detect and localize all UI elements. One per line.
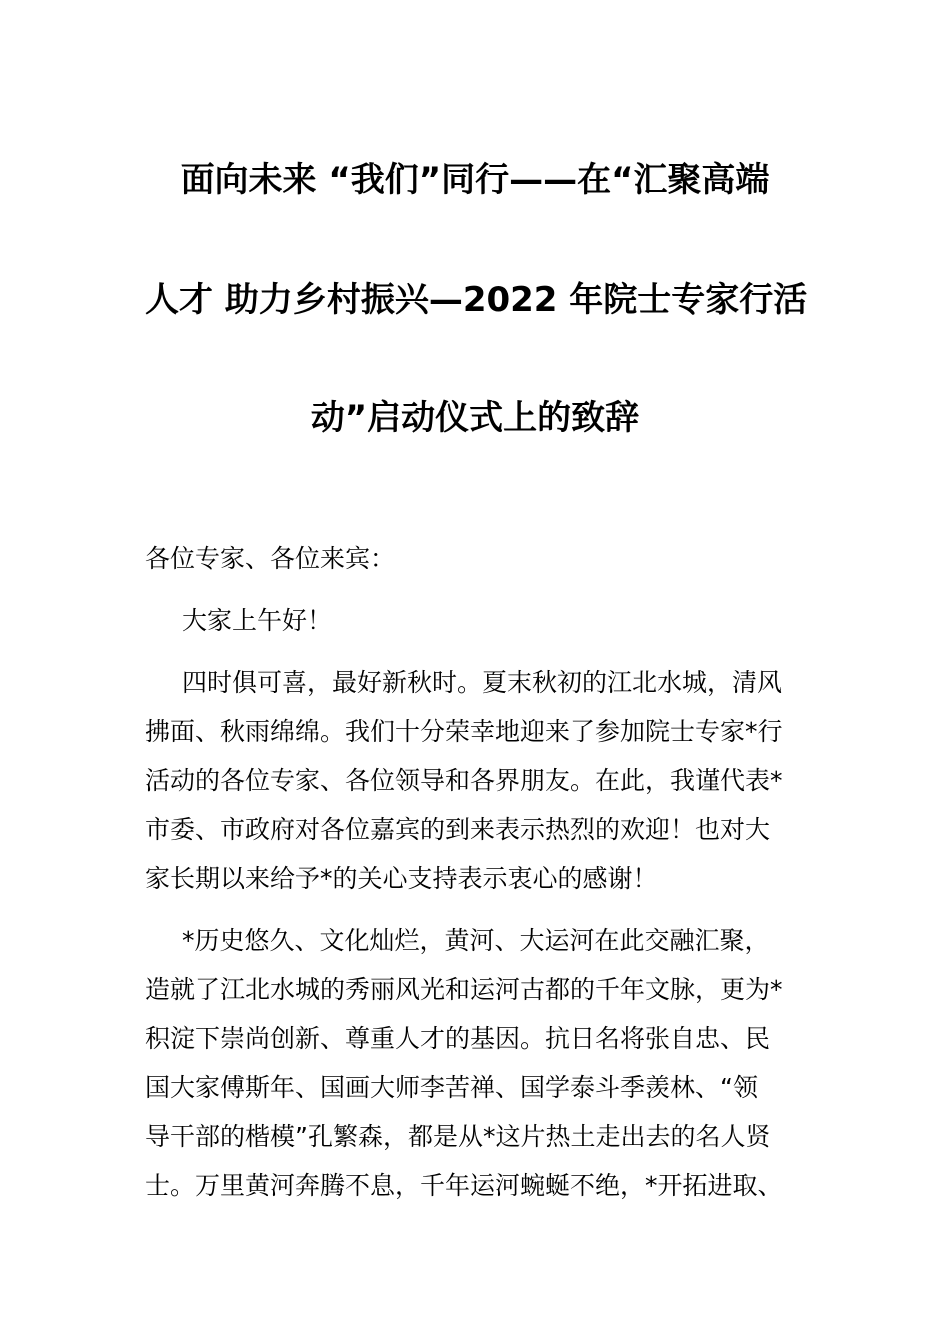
paragraph-1-line: 拂面、秋雨绵绵。我们十分荣幸地迎来了参加院士专家*行 — [145, 717, 783, 746]
document-title-line-3: 动”启动仪式上的致辞 — [310, 398, 640, 438]
salutation: 各位专家、各位来宾： — [145, 544, 396, 573]
paragraph-2-line: 导干部的楷模”孔繁森，都是从*这片热土走出去的名人贤 — [145, 1122, 771, 1151]
document-title-line-2: 人才 助力乡村振兴—2022 年院士专家行活 — [145, 280, 808, 320]
paragraph-1-line: 市委、市政府对各位嘉宾的到来表示热烈的欢迎！也对大 — [145, 815, 771, 844]
document-title-line-1: 面向未来 “我们”同行——在“汇聚高端 — [180, 160, 770, 200]
paragraph-2-line: *历史悠久、文化灿烂，黄河、大运河在此交融汇聚， — [182, 926, 770, 955]
paragraph-2-line: 士。万里黄河奔腾不息，千年运河蜿蜒不绝，*开拓进取、 — [145, 1171, 783, 1200]
paragraph-1-line: 家长期以来给予*的关心支持表示衷心的感谢！ — [145, 864, 658, 893]
paragraph-2 — [145, 916, 805, 1210]
document-body — [145, 534, 805, 1210]
paragraph-2-line: 造就了江北水城的秀丽风光和运河古都的千年文脉，更为* — [145, 975, 783, 1004]
paragraph-1 — [145, 658, 805, 903]
paragraph-1-line: 活动的各位专家、各位领导和各界朋友。在此，我谨代表* — [145, 766, 783, 795]
paragraph-1-line: 四时俱可喜，最好新秋时。夏末秋初的江北水城，清风 — [182, 668, 783, 697]
paragraph-2-line: 国大家傅斯年、国画大师李苦禅、国学泰斗季羡林、“领 — [145, 1073, 758, 1102]
paragraph-2-line: 积淀下崇尚创新、尊重人才的基因。抗日名将张自忠、民 — [145, 1024, 771, 1053]
greeting: 大家上午好！ — [182, 606, 333, 635]
